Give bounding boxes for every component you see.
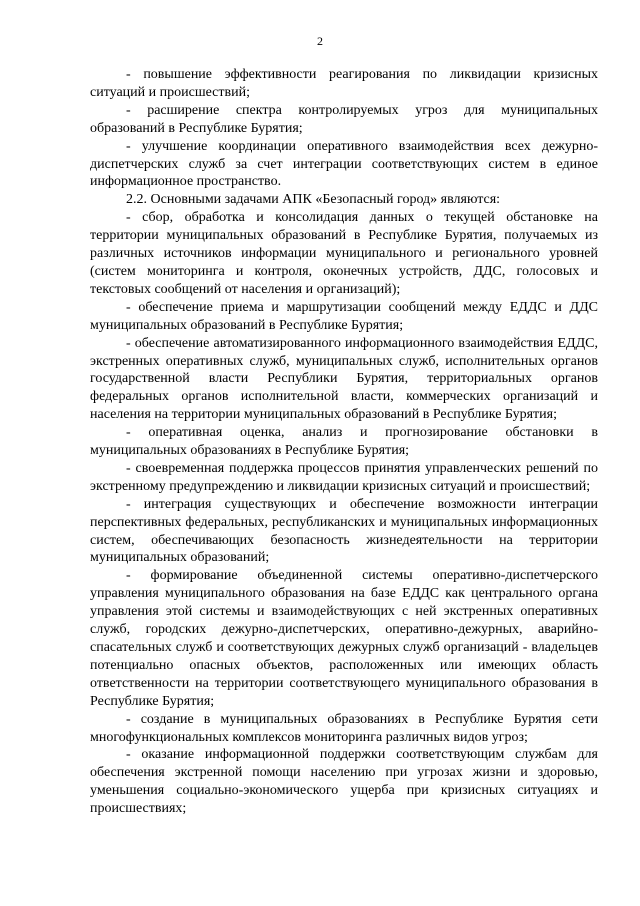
paragraph-task-data-collection: - сбор, обработка и консолидация данных о текущей обстановке на территории муниципальных образований в Республике Бурятия, получаемых из различных источников информации муниципального и регионального уровней (систем мониторинга и контроля, оконечных устройств, ДДС, голосовых и текстовых сообщений от населения и организаций); bbox=[90, 210, 598, 297]
page-number: 2 bbox=[317, 34, 323, 48]
paragraph-task-interaction: - обеспечение автоматизированного информационного взаимодействия ЕДДС, экстренных оперативных служб, муниципальных служб, исполнительных органов государственной власти Республики Бурятия, территориальных органов федеральных органов исполнительной власти, коммерческих организаций и населения на территории муниципальных образований в Республике Бурятия; bbox=[90, 335, 598, 423]
paragraph-task-info-support: - оказание информационной поддержки соответствующим службам для обеспечения экстренной помощи населению при угрозах жизни и здоровью, уменьшения социально-экономического ущерба при кризисных ситуациях и происшествиях; bbox=[90, 747, 598, 817]
paragraph-task-message-routing: - обеспечение приема и маршрутизации сообщений между ЕДДС и ДДС муниципальных образований в Республике Бурятия; bbox=[90, 299, 598, 333]
paragraph-task-integration: - интеграция существующих и обеспечение возможности интеграции перспективных федеральных, республиканских и муниципальных информационных систем, обеспечивающих безопасность жизнедеятельности на территории муниципальных образований; bbox=[90, 496, 598, 566]
document-body bbox=[90, 66, 598, 818]
paragraph-goal-threats: - расширение спектра контролируемых угроз для муниципальных образований в Республике Бурятия; bbox=[90, 102, 598, 136]
paragraph-task-decision-support: - своевременная поддержка процессов принятия управленческих решений по экстренному предупреждению и ликвидации кризисных ситуаций и происшествий; bbox=[90, 460, 598, 494]
paragraph-task-assessment: - оперативная оценка, анализ и прогнозирование обстановки в муниципальных образованиях в Республике Бурятия; bbox=[90, 425, 598, 459]
section-heading-tasks: 2.2. Основными задачами АПК «Безопасный город» являются: bbox=[126, 192, 501, 208]
paragraph-goal-efficiency: - повышение эффективности реагирования по ликвидации кризисных ситуаций и происшествий; bbox=[90, 67, 598, 100]
paragraph-task-monitoring-network: - создание в муниципальных образованиях в Республике Бурятия сети многофункциональных комплексов мониторинга различных видов угроз; bbox=[90, 711, 598, 745]
paragraph-goal-coordination: - улучшение координации оперативного взаимодействия всех дежурно-диспетчерских служб за счет интеграции соответствующих систем в единое информационное пространство. bbox=[90, 138, 598, 190]
paragraph-task-unified-system: - формирование объединенной системы оперативно-диспетчерского управления муниципального образования на базе ЕДДС как центрального органа управления этой системы и взаимодействующих с ней экстренных оперативных служб, городских дежурно-диспетчерских, оперативно-дежурных, аварийно-спасательных служб и соответствующих дежурных служб организаций - владельцев потенциально опасных объектов, расположенных или имеющих область ответственности на территории соответствующего муниципального образования в Республике Бурятия; bbox=[90, 568, 598, 709]
